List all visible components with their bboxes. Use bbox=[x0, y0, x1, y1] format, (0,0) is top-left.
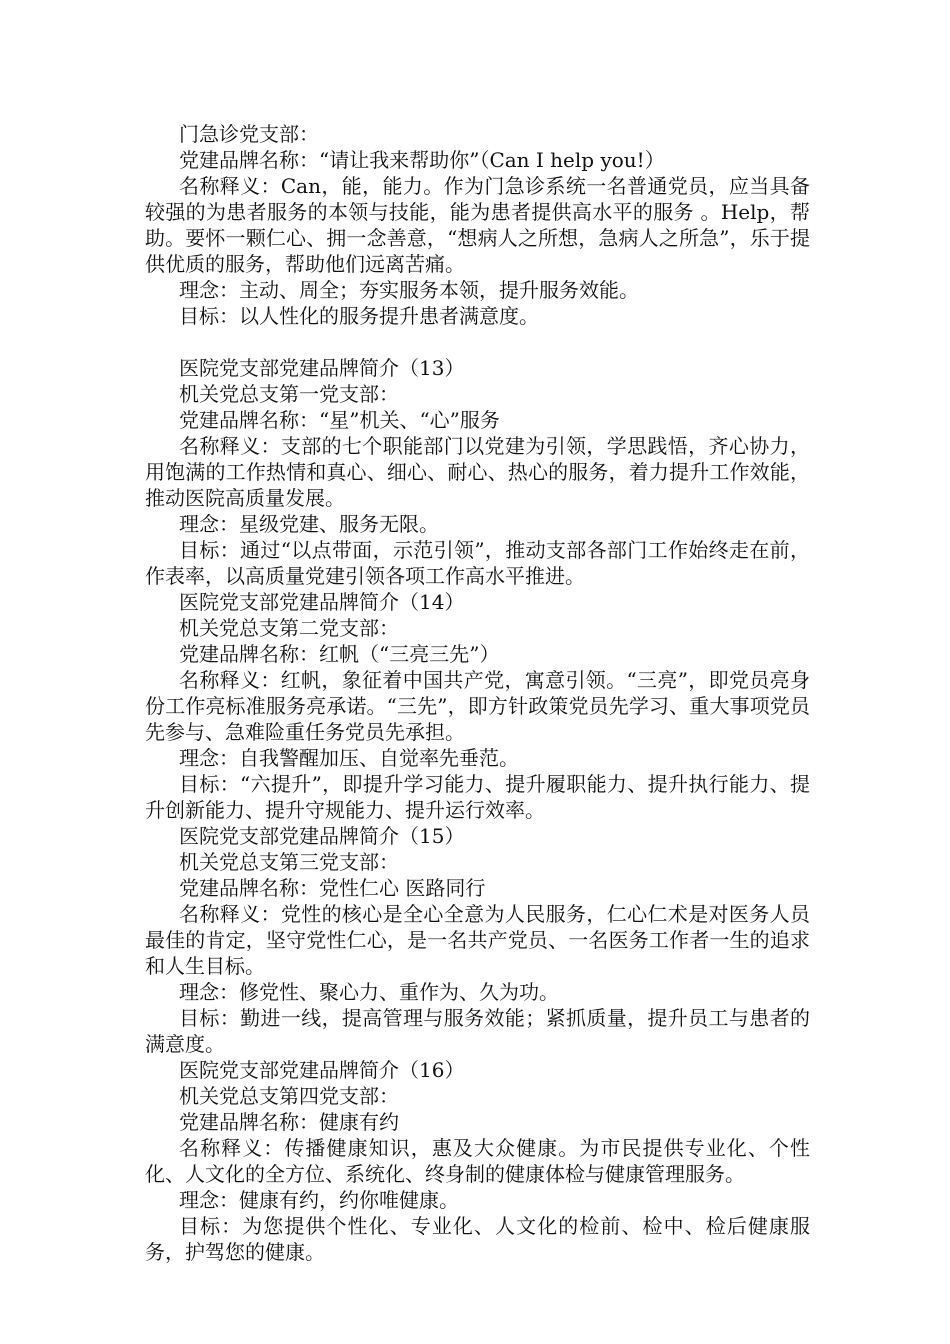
document-page bbox=[145, 121, 810, 1265]
paragraph: 医院党支部党建品牌简介（16） bbox=[179, 1058, 465, 1082]
paragraph: 目标：通过“以点带面，示范引领”，推动支部各部门工作始终走在前，作表率，以高质量党建引领各项工作高水平推进。 bbox=[145, 538, 810, 588]
paragraph: 目标：以人性化的服务提升患者满意度。 bbox=[179, 304, 539, 328]
paragraph: 名称释义：红帆，象征着中国共产党，寓意引领。“三亮”，即党员亮身份工作亮标准服务亮承诺。“三先”，即方针政策党员先学习、重大事项党员先参与、急难险重任务党员先承担。 bbox=[145, 668, 810, 744]
paragraph: 理念：健康有约，约你唯健康。 bbox=[179, 1188, 459, 1212]
paragraph: 党建品牌名称：“星”机关、“心”服务 bbox=[179, 408, 500, 432]
paragraph: 理念：修党性、聚心力、重作为、久为功。 bbox=[179, 980, 559, 1004]
paragraph: 医院党支部党建品牌简介（13） bbox=[179, 356, 465, 380]
paragraph: 机关党总支第四党支部： bbox=[179, 1084, 399, 1108]
paragraph: 名称释义：Can，能，能力。作为门急诊系统一名普通党员，应当具备较强的为患者服务的本领与技能，能为患者提供高水平的服务 。Help，帮助。要怀一颗仁心、拥一念善意，“想病人之所想，急病人之所急”，乐于提供优质的服务，帮助他们远离苦痛。 bbox=[145, 174, 810, 276]
paragraph: 理念：主动、周全；夯实服务本领，提升服务效能。 bbox=[179, 278, 639, 302]
paragraph: 党建品牌名称：“请让我来帮助你”（Can I help you!） bbox=[179, 148, 665, 172]
paragraph: 医院党支部党建品牌简介（15） bbox=[179, 824, 465, 848]
paragraph: 目标：“六提升”，即提升学习能力、提升履职能力、提升执行能力、提升创新能力、提升守规能力、提升运行效率。 bbox=[145, 772, 810, 822]
paragraph: 党建品牌名称：党性仁心 医路同行 bbox=[179, 876, 486, 900]
paragraph: 名称释义：传播健康知识，惠及大众健康。为市民提供专业化、个性化、人文化的全方位、系统化、终身制的健康体检与健康管理服务。 bbox=[145, 1136, 810, 1186]
paragraph: 目标：为您提供个性化、专业化、人文化的检前、检中、检后健康服务，护驾您的健康。 bbox=[145, 1214, 810, 1264]
paragraph: 目标：勤进一线，提高管理与服务效能；紧抓质量，提升员工与患者的满意度。 bbox=[145, 1006, 810, 1056]
paragraph: 理念：自我警醒加压、自觉率先垂范。 bbox=[179, 746, 519, 770]
paragraph: 名称释义：党性的核心是全心全意为人民服务，仁心仁术是对医务人员最佳的肯定，坚守党性仁心，是一名共产党员、一名医务工作者一生的追求和人生目标。 bbox=[145, 902, 810, 978]
paragraph: 党建品牌名称：健康有约 bbox=[179, 1110, 399, 1134]
paragraph: 理念：星级党建、服务无限。 bbox=[179, 512, 439, 536]
paragraph: 名称释义：支部的七个职能部门以党建为引领，学思践悟，齐心协力，用饱满的工作热情和真心、细心、耐心、热心的服务，着力提升工作效能，推动医院高质量发展。 bbox=[145, 434, 810, 510]
paragraph: 医院党支部党建品牌简介（14） bbox=[179, 590, 465, 614]
paragraph: 机关党总支第二党支部： bbox=[179, 616, 399, 640]
paragraph: 机关党总支第一党支部： bbox=[179, 382, 399, 406]
paragraph: 门急诊党支部： bbox=[179, 122, 319, 146]
paragraph: 机关党总支第三党支部： bbox=[179, 850, 399, 874]
paragraph: 党建品牌名称：红帆（“三亮三先”） bbox=[179, 642, 500, 666]
